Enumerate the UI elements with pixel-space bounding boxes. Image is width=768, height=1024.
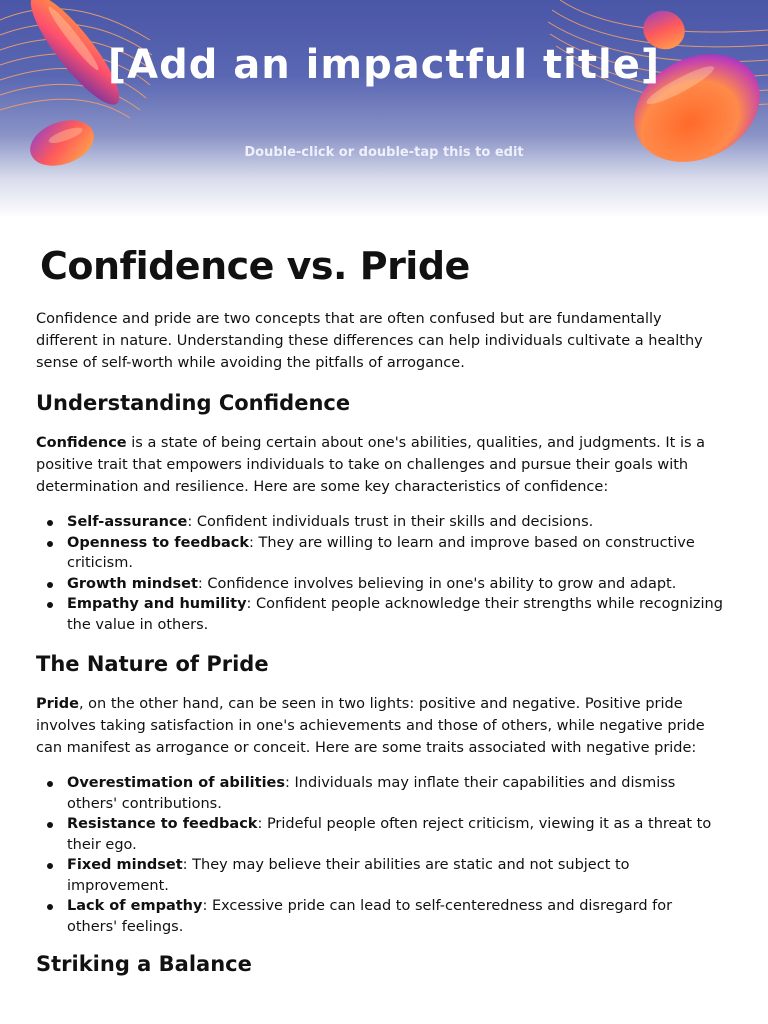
confidence-term: Confidence (36, 435, 127, 451)
list-item-term: Openness to feedback (67, 534, 250, 551)
intro-paragraph: Confidence and pride are two concepts that are often confused but are fundamentally different in nature. Understanding these differences can help individuals cultivate a healthy sense of self-worth while avoiding the pitfalls of arrogance. (36, 311, 703, 371)
list-item (36, 814, 726, 855)
list-item-term: Fixed mindset (67, 857, 183, 873)
list-item-term: Lack of empathy (67, 898, 203, 914)
list-item-term: Empathy and humility (67, 596, 247, 612)
pride-term: Pride (36, 696, 79, 712)
list-item (36, 773, 726, 814)
list-item (36, 896, 726, 937)
list-item-text: : They are willing to learn and improve based on constructive criticism. (67, 534, 695, 571)
list-item-text: : Excessive pride can lead to self-centeredness and disregard for others' feelings. (67, 898, 673, 935)
article (36, 236, 726, 979)
list-item-text: : Prideful people often reject criticism, viewing it as a threat to their ego. (67, 816, 712, 853)
list-item-text: : They may believe their abilities are static and not subject to improvement. (67, 857, 630, 894)
pride-text: , on the other hand, can be seen in two lights: positive and negative. Positive pride involves taking satisfaction in one's achievements and those of others, while negative pride can manifest as arrogance or conceit. Here are some traits associated with negative pride: (36, 696, 705, 756)
list-item-term: Self-assurance (67, 514, 188, 530)
confidence-list (36, 512, 726, 635)
decorative-shapes (0, 0, 768, 218)
list-item (36, 533, 726, 574)
list-item (36, 855, 726, 896)
heading-understanding-confidence: Understanding Confidence (36, 391, 351, 415)
list-item-text: : Confident people acknowledge their strengths while recognizing the value in others. (67, 596, 723, 633)
heading-striking-a-balance: Striking a Balance (36, 952, 252, 976)
list-item (36, 512, 726, 533)
list-item (36, 594, 726, 635)
banner-title[interactable]: [Add an impactful title] (107, 42, 661, 88)
header-banner (0, 0, 768, 218)
pride-list (36, 773, 726, 937)
page-title: Confidence vs. Pride (40, 244, 470, 288)
list-item-text: : Confidence involves believing in one's ability to grow and adapt. (197, 575, 677, 592)
confidence-text: is a state of being certain about one's abilities, qualities, and judgments. It is a positive trait that empowers individuals to take on challenges and pursue their goals with determination and resilience. Here are some key characteristics of confidence: (36, 435, 706, 495)
heading-nature-of-pride: The Nature of Pride (36, 652, 269, 676)
list-item (36, 574, 726, 595)
banner-subtitle: Double-click or double-tap this to edit (244, 145, 524, 160)
confidence-paragraph (36, 432, 726, 498)
list-item-term: Resistance to feedback (67, 816, 258, 832)
list-item-text: : Individuals may inflate their capabilities and dismiss others' contributions. (67, 775, 676, 812)
pride-paragraph (36, 693, 726, 759)
list-item-term: Overestimation of abilities (67, 775, 286, 791)
list-item-term: Growth mindset (67, 575, 198, 592)
list-item-text: : Confident individuals trust in their skills and decisions. (187, 514, 594, 530)
